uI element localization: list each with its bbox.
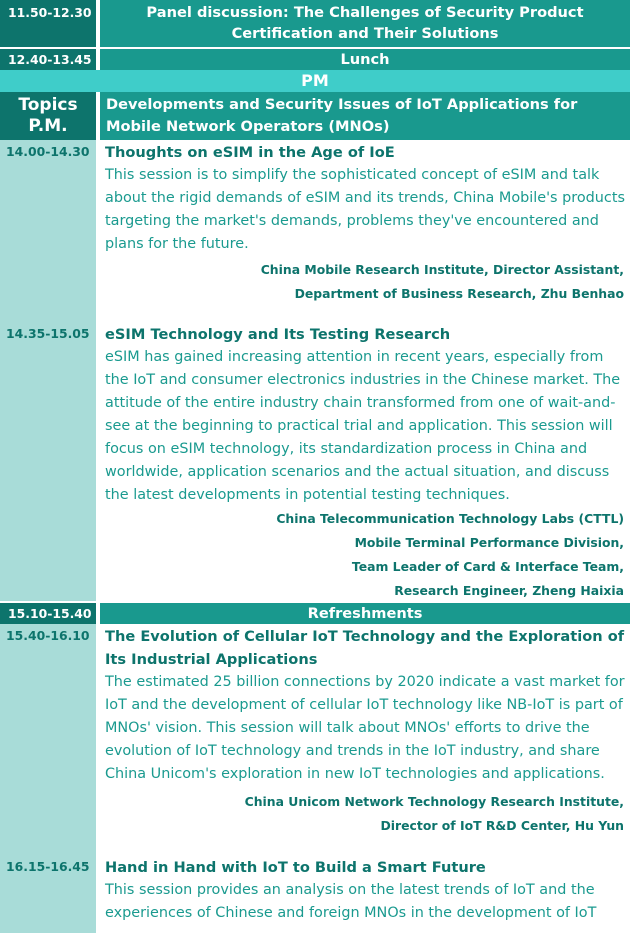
session-4-description: This session provides an analysis on the latest trends of IoT and the experiences of Chinese and foreign MNOs in the development of IoT [105, 882, 597, 921]
lunch-time: 12.40-13.45 [0, 49, 96, 70]
session-2-title: eSIM Technology and Its Testing Research [105, 326, 451, 343]
session-1-speaker-line: Department of Business Research, Zhu Benhao [294, 286, 624, 301]
session-2-speaker [105, 507, 626, 603]
panel-title: Panel discussion: The Challenges of Security Product Certification and Their Solutions [100, 0, 630, 47]
session-3 [0, 624, 630, 855]
session-4 [0, 855, 630, 933]
session-3-speaker-line: Director of IoT R&D Center, Hu Yun [380, 818, 624, 833]
session-2 [0, 322, 630, 601]
session-2-speaker-line: Team Leader of Card & Interface Team, [351, 559, 624, 574]
session-3-speaker [105, 790, 626, 838]
session-3-speaker-line: China Unicom Network Technology Research Institute, [244, 794, 624, 809]
session-2-description: eSIM has gained increasing attention in recent years, especially from the IoT and consumer electronics industries in the Chinese market. The attitude of the entire industry chain transformed from one of wait-and-see at the beginning to practical trial and application. This session will focus on eSIM technology, its standardization process in China and worldwide, application scenarios and the actual situation, and discuss the latest developments in potential testing techniques. [105, 349, 621, 503]
panel-time: 11.50-12.30 [0, 0, 96, 47]
lunch-label: Lunch [100, 49, 630, 70]
session-1-description: This session is to simplify the sophisticated concept of eSIM and talk about the rigid demands of eSIM and its trends, China Mobile's products targeting the market's demands, problems they've encountered and plans for the future. [105, 167, 625, 252]
session-1 [0, 140, 630, 322]
session-3-description: The estimated 25 billion connections by 2020 indicate a vast market for IoT and the development of cellular IoT technology like NB-IoT is part of MNOs' vision. This session will talk about MNOs' efforts to drive the evolution of IoT technology and trends in the IoT industry, and share China Unicom's exploration in new IoT technologies and applications. [105, 674, 625, 782]
session-1-title: Thoughts on eSIM in the Age of IoE [105, 144, 395, 161]
session-4-title: Hand in Hand with IoT to Build a Smart Future [105, 859, 486, 876]
session-3-title: The Evolution of Cellular IoT Technology and the Exploration of Its Industrial Applications [105, 628, 625, 668]
refreshments-label: Refreshments [100, 603, 630, 624]
topics-label-line1: Topics [18, 95, 78, 115]
pm-label: PM [301, 71, 329, 90]
topics-title: Developments and Security Issues of IoT Applications for Mobile Network Operators (MNOs) [100, 92, 630, 140]
topics-label-line2: P.M. [28, 116, 68, 136]
session-1-time: 14.00-14.30 [0, 140, 96, 322]
session-1-speaker [105, 258, 626, 306]
session-2-speaker-line: Research Engineer, Zheng Haixia [394, 583, 624, 598]
session-2-speaker-line: Mobile Terminal Performance Division, [354, 535, 624, 550]
session-2-speaker-line: China Telecommunication Technology Labs (CTTL) [276, 511, 624, 526]
session-3-time: 15.40-16.10 [0, 624, 96, 855]
lunch-row [0, 49, 630, 70]
pm-header [0, 70, 630, 92]
session-4-time: 16.15-16.45 [0, 855, 96, 933]
session-1-speaker-line: China Mobile Research Institute, Director Assistant, [260, 262, 624, 277]
refreshments-row [0, 603, 630, 624]
refreshments-time: 15.10-15.40 [0, 603, 96, 624]
topics-label [0, 92, 96, 140]
topics-row [0, 92, 630, 140]
session-2-time: 14.35-15.05 [0, 322, 96, 601]
panel-row [0, 0, 630, 47]
